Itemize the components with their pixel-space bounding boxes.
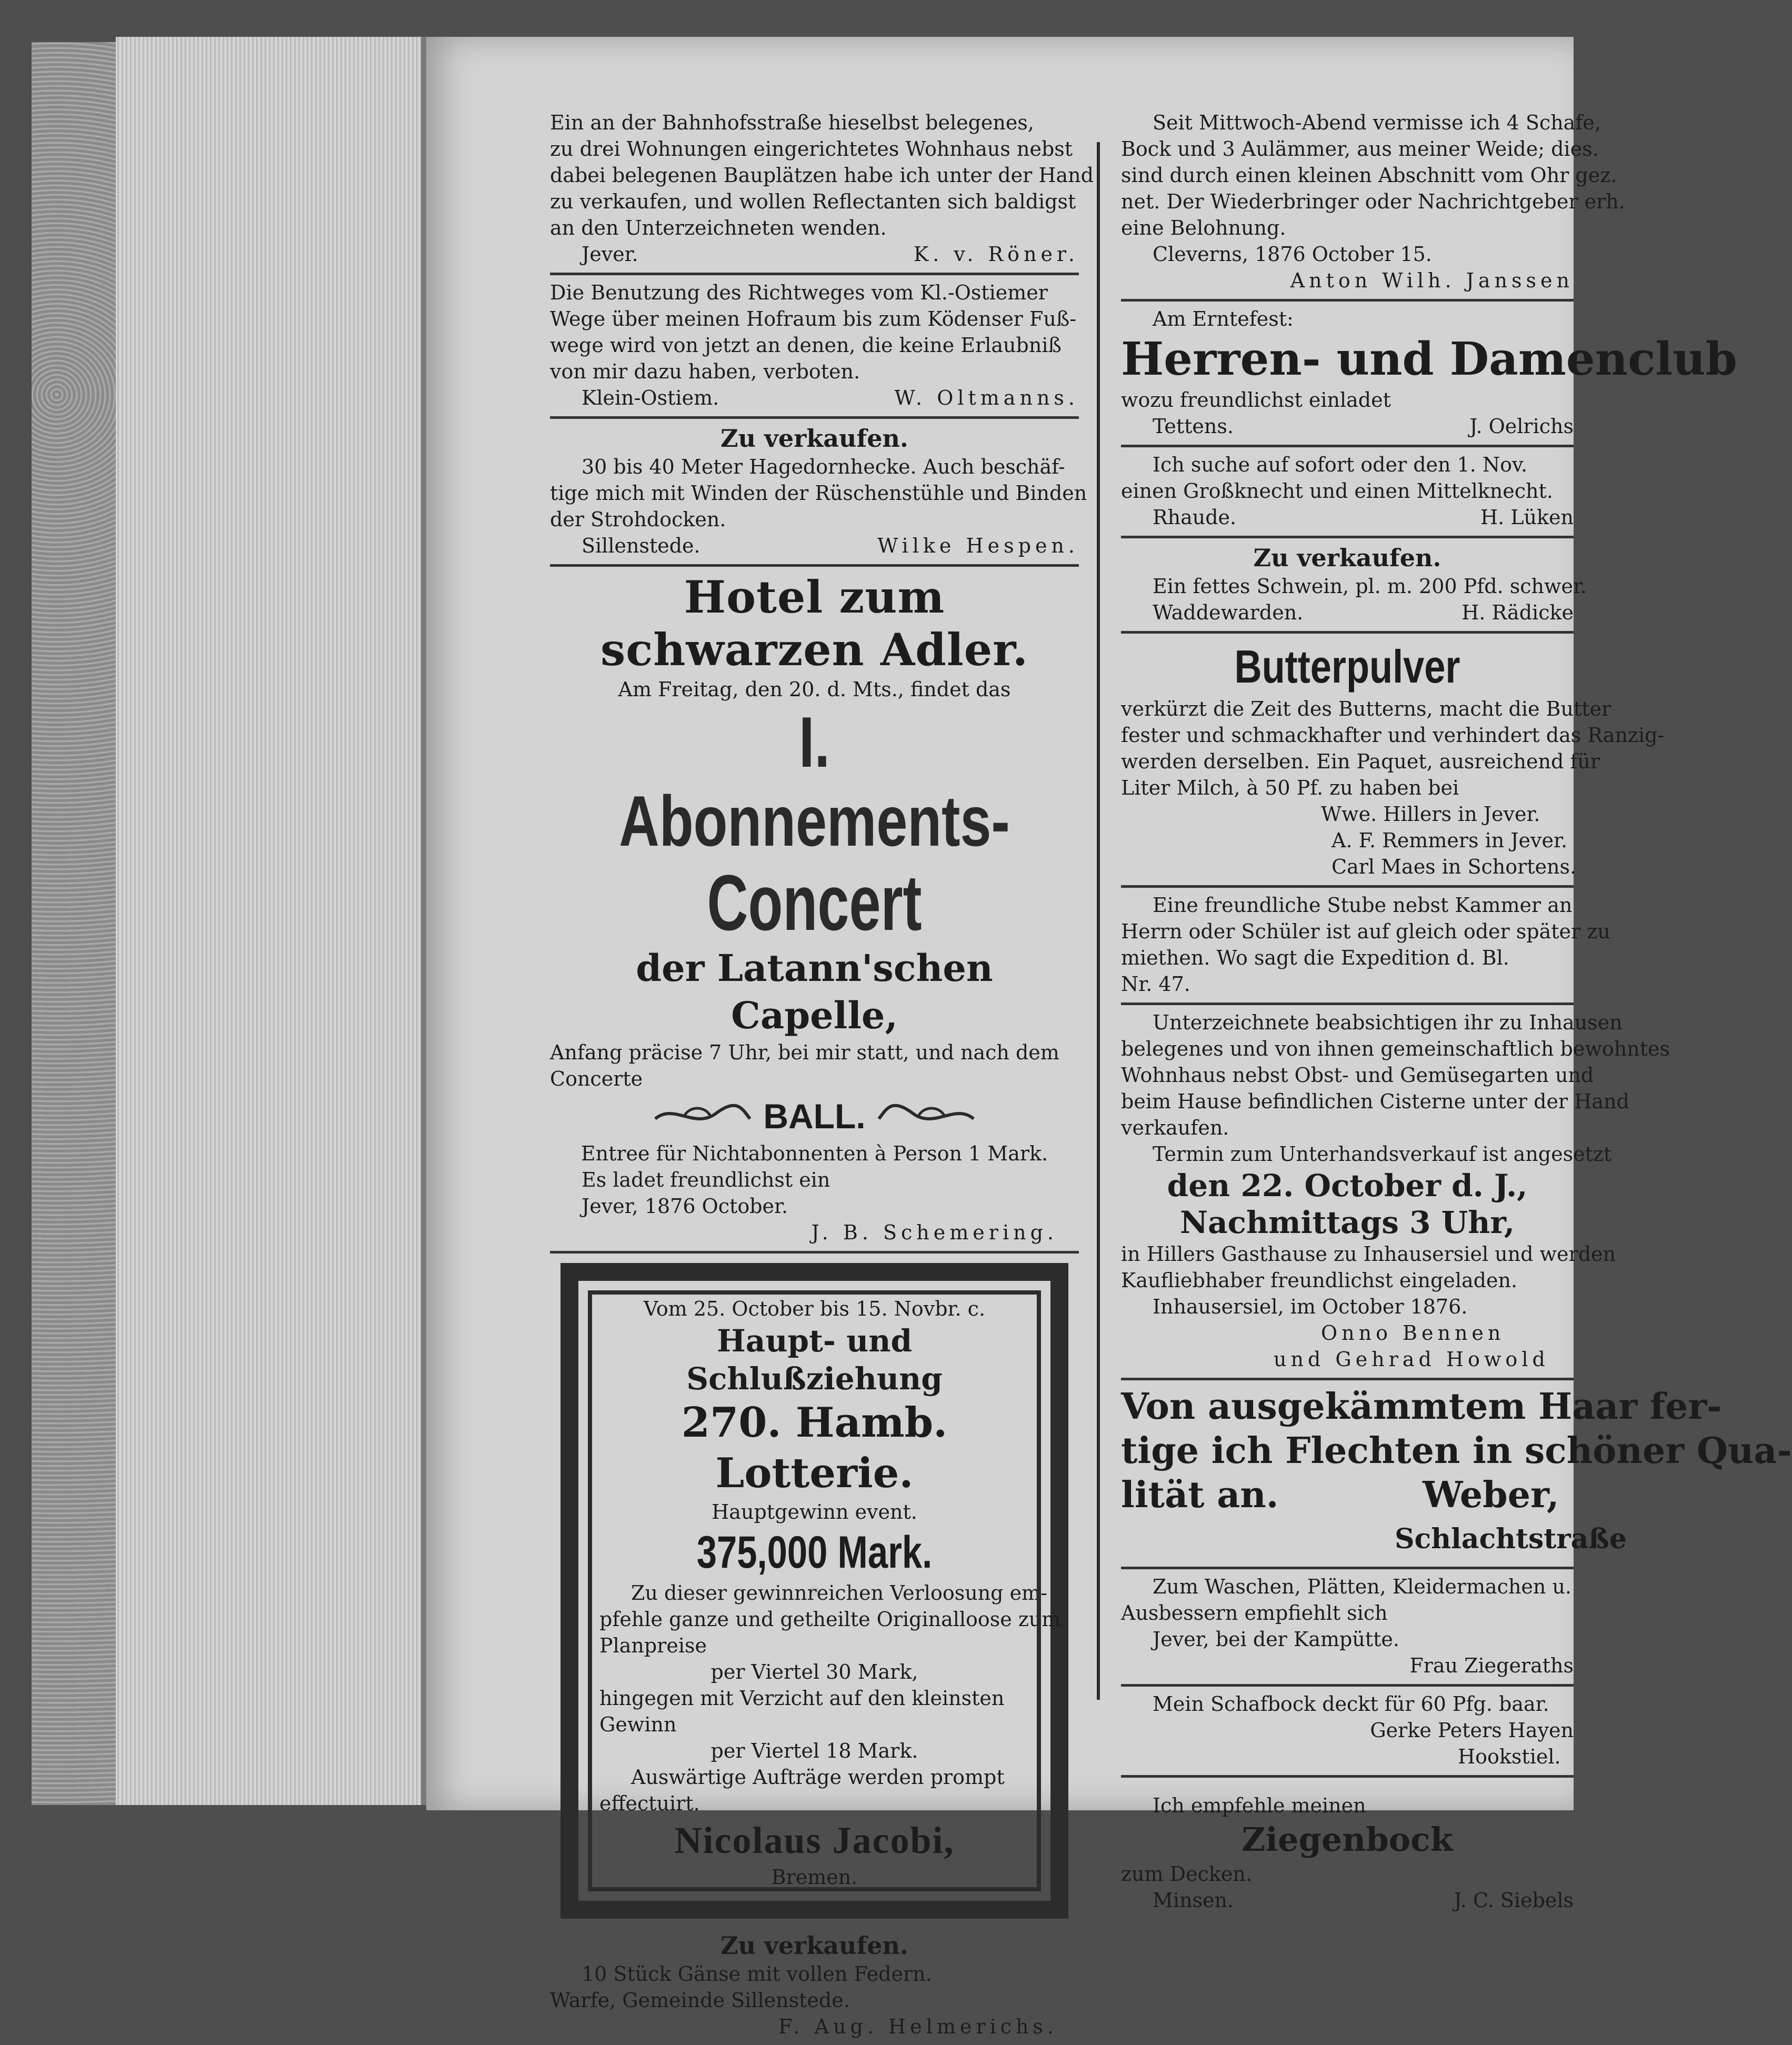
ad-line: fester und schmackhafter und verhindert das Ranzig- (1121, 724, 1665, 747)
ad-heading: Zu verkaufen. (1253, 544, 1441, 572)
ad-line: beim Hause befindlichen Cisterne unter der Hand (1121, 1090, 1629, 1113)
ad-place: Waddewarden. (1153, 601, 1304, 624)
ad-headline: tige ich Flechten in schöner Qua- (1121, 1430, 1792, 1472)
ad-place: Cleverns, 1876 October 15. (1153, 243, 1432, 266)
ad-signature (1121, 1887, 1574, 1913)
ad-line: net. Der Wiederbringer oder Nachrichtgeber erh. (1121, 190, 1625, 213)
ad-path-prohibition (550, 275, 1079, 419)
ad-name: H. Lüken (1480, 506, 1574, 529)
lottery-subtitle: Hauptgewinn event. (712, 1500, 917, 1523)
ornament-right-icon (876, 1098, 976, 1135)
left-column (550, 105, 1094, 2045)
ad-line: der Strohdocken. (550, 508, 726, 531)
ad-place: Klein-Ostiem. (582, 386, 719, 409)
ad-place: Inhausersiel, im October 1876. (1153, 1295, 1468, 1318)
ad-line: Es ladet freundlichst ein (582, 1168, 830, 1191)
ad-house-sale (550, 105, 1094, 275)
ad-name: Onno Bennen (1321, 1321, 1505, 1345)
ad-line: Wege über meinen Hofraum bis zum Ködenser Fuß- (550, 307, 1077, 330)
ad-name: und Gehrad Howold (1274, 1348, 1549, 1371)
lottery-dates: Vom 25. October bis 15. Novbr. c. (643, 1297, 986, 1320)
ad-name: J. B. Schemering. (811, 1221, 1058, 1244)
ad-headline-part: lität an. (1121, 1474, 1279, 1516)
ad-line: Herrn oder Schüler ist auf gleich oder später zu (1121, 920, 1610, 943)
ad-line: Concerte (550, 1067, 643, 1090)
ad-hair-braids (1121, 1380, 1792, 1569)
ad-room-rent (1121, 888, 1610, 1005)
ad-harvest-club (1121, 302, 1737, 447)
ad-signature (550, 241, 1079, 267)
ad-line: Ein an der Bahnhofsstraße hieselbst belegenes, (550, 111, 1034, 134)
ad-geese-sale (550, 1926, 1079, 2045)
ad-line: Gewinn (599, 1713, 677, 1736)
ad-line: Die Benutzung des Richtweges vom Kl.-Ostiemer (550, 281, 1048, 304)
ad-place: Rhaude. (1153, 506, 1237, 529)
auction-time: Nachmittags 3 Uhr, (1180, 1205, 1515, 1240)
column-divider (1097, 142, 1100, 1700)
right-column (1121, 105, 1792, 1919)
ad-line: eine Belohnung. (1121, 216, 1286, 239)
lottery-price: per Viertel 18 Mark. (710, 1739, 918, 1762)
ad-name: Anton Wilh. Janssen (1290, 269, 1574, 292)
ad-hedge-sale (550, 419, 1087, 567)
ad-line: Am Erntefest: (1153, 307, 1294, 330)
ad-name: H. Rädicke (1461, 601, 1574, 624)
ad-line: verkürzt die Zeit des Butterns, macht die Butter (1121, 697, 1611, 720)
ad-heading: Zu verkaufen. (720, 424, 908, 453)
hotel-title: Hotel zum schwarzen Adler. (600, 571, 1028, 676)
ad-line: Termin zum Unterhandsverkauf ist angesetzt (1153, 1142, 1612, 1166)
ad-place: Hookstiel. (1458, 1745, 1561, 1768)
club-title: Herren- und Damenclub (1121, 333, 1737, 386)
ad-line: einen Großknecht und einen Mittelknecht. (1121, 479, 1553, 503)
ad-line: Nr. 47. (1121, 973, 1190, 996)
ad-place: Sillenstede. (582, 534, 700, 557)
seller: A. F. Remmers in Jever. (1332, 829, 1568, 852)
merchant-name: Weber, (1423, 1474, 1559, 1516)
ad-name: W. Oltmanns. (894, 386, 1079, 409)
ad-house-auction (1121, 1005, 1670, 1380)
ball-row (550, 1096, 1079, 1136)
ad-lost-sheep (1121, 105, 1625, 302)
ad-name: J. C. Siebels (1454, 1889, 1574, 1912)
ad-line: tige mich mit Winden der Rüschenstühle und Binden (550, 482, 1087, 505)
ad-line: zu drei Wohnungen eingerichtetes Wohnhaus nebst (550, 137, 1073, 161)
ad-place: Tettens. (1153, 415, 1234, 438)
ad-line: effectuirt. (599, 1792, 700, 1815)
butterpulver-title: Butterpulver (1234, 640, 1460, 693)
ad-line: zu verkaufen, und wollen Reflectanten sich baldigst (550, 190, 1076, 213)
ad-name: F. Aug. Helmerichs. (778, 2015, 1058, 2038)
ad-line: Wohnhaus nebst Obst- und Gemüsegarten und (1121, 1064, 1594, 1087)
ad-line: Anfang präcise 7 Uhr, bei mir statt, und nach dem (550, 1041, 1059, 1064)
ad-line: Jever, bei der Kampütte. (1153, 1628, 1399, 1651)
ad-line: verkaufen. (1121, 1116, 1229, 1139)
ad-farmhand (1121, 447, 1574, 538)
ad-line: Warfe, Gemeinde Sillenstede. (550, 1989, 850, 2012)
ad-name: J. Oelrichs (1469, 415, 1574, 438)
ad-line: wozu freundlichst einladet (1121, 388, 1391, 412)
ad-laundry (1121, 1569, 1574, 1687)
lottery-price: per Viertel 30 Mark, (710, 1660, 918, 1683)
page-edges (116, 37, 426, 1805)
ad-signature (550, 533, 1079, 559)
lottery-merchant: Nicolaus Jacobi, (674, 1819, 955, 1861)
ad-line: Kaufliebhaber freundlichst eingeladen. (1121, 1269, 1518, 1292)
ad-signature (550, 385, 1079, 411)
lottery-city: Bremen. (771, 1866, 858, 1889)
ad-place: Minsen. (1153, 1889, 1234, 1912)
ad-billy-goat (1121, 1778, 1574, 1919)
ad-line: Unterzeichnete beabsichtigen ihr zu Inhausen (1153, 1011, 1623, 1034)
merchant-street: Schlachtstraße (1395, 1523, 1627, 1555)
ad-line: Ausbessern empfiehlt sich (1121, 1601, 1388, 1625)
seller: Carl Maes in Schortens. (1332, 855, 1577, 878)
ad-line: belegenes und von ihnen gemeinschaftlich bewohntes (1121, 1037, 1670, 1060)
lottery-title: 270. Hamb. Lotterie. (681, 1399, 948, 1497)
goat-title: Ziegenbock (1242, 1820, 1453, 1859)
ad-headline: Von ausgekämmtem Haar fer- (1121, 1386, 1722, 1428)
ad-line: Am Freitag, den 20. d. Mts., findet das (618, 678, 1011, 701)
ad-line: Planpreise (599, 1634, 707, 1657)
ad-line: Mein Schafbock deckt für 60 Pfg. baar. (1153, 1692, 1549, 1716)
ad-line: Ein fettes Schwein, pl. m. 200 Pfd. schwer. (1153, 575, 1587, 598)
ad-pig-sale (1121, 538, 1587, 634)
ad-name: K. v. Röner. (913, 243, 1079, 266)
ad-line: Seit Mittwoch-Abend vermisse ich 4 Schafe, (1153, 111, 1601, 134)
ball-label: BALL. (763, 1097, 866, 1136)
ad-line: Eine freundliche Stube nebst Kammer an (1153, 894, 1573, 917)
ad-place: Jever. (582, 243, 638, 266)
concert-title-2: Concert (707, 858, 922, 947)
ad-line: zum Decken. (1121, 1862, 1252, 1886)
ad-line: Liter Milch, à 50 Pf. zu haben bei (1121, 776, 1459, 799)
ad-line: Entree für Nichtabonnenten à Person 1 Mark. (580, 1142, 1048, 1165)
ad-line: Zu dieser gewinnreichen Verloosung em- (631, 1581, 1047, 1605)
ad-name: Frau Ziegeraths (1409, 1654, 1574, 1677)
capelle-title: der Latann'schen Capelle, (636, 946, 993, 1037)
ad-line: Ich empfehle meinen (1153, 1794, 1366, 1817)
ad-line: an den Unterzeichneten wenden. (550, 216, 887, 239)
ad-line: hingegen mit Verzicht auf den kleinsten (599, 1687, 1005, 1710)
auction-date: den 22. October d. J., (1167, 1168, 1528, 1204)
ad-line: in Hillers Gasthause zu Inhausersiel und werden (1121, 1242, 1616, 1266)
lottery-ad-box (560, 1263, 1068, 1919)
ad-signature (1121, 504, 1574, 530)
ad-line: von mir dazu haben, verboten. (550, 360, 860, 383)
ad-concert (550, 567, 1079, 1254)
ad-line: pfehle ganze und getheilte Originalloose zum (599, 1608, 1061, 1631)
lottery-amount: 375,000 Mark. (696, 1527, 933, 1578)
ad-line: Zum Waschen, Plätten, Kleidermachen u. (1153, 1575, 1572, 1598)
ad-signature (1121, 599, 1574, 626)
ad-ram (1121, 1687, 1574, 1778)
ad-line: wege wird von jetzt an denen, die keine Erlaubniß (550, 334, 1062, 357)
ad-line: 30 bis 40 Meter Hagedornhecke. Auch beschäf- (582, 455, 1065, 478)
book-cover-edge (32, 42, 119, 1805)
ad-line: Ich suche auf sofort oder den 1. Nov. (1153, 453, 1528, 476)
ad-line: 10 Stück Gänse mit vollen Federn. (582, 1962, 932, 1986)
ad-name: Gerke Peters Hayen (1370, 1719, 1574, 1742)
lottery-heading: Haupt- und Schlußziehung (686, 1323, 943, 1397)
ad-line: Jever, 1876 October. (582, 1195, 788, 1218)
concert-title: I. Abonnements- (619, 702, 1010, 861)
ad-headline (1121, 1473, 1574, 1517)
seller: Wwe. Hillers in Jever. (1321, 803, 1540, 826)
ad-line: werden derselben. Ein Paquet, ausreichend für (1121, 750, 1600, 773)
ad-line: dabei belegenen Bauplätzen habe ich unter der Hand (550, 164, 1094, 187)
ad-butterpulver (1121, 634, 1665, 888)
ad-line: sind durch einen kleinen Abschnitt vom Ohr gez. (1121, 164, 1617, 187)
ad-heading: Zu verkaufen. (720, 1931, 908, 1960)
ad-name: Wilke Hespen. (877, 534, 1079, 557)
ornament-left-icon (653, 1098, 753, 1135)
ad-signature (1121, 413, 1574, 439)
ad-line: Auswärtige Aufträge werden prompt (631, 1766, 1005, 1789)
ad-line: miethen. Wo sagt die Expedition d. Bl. (1121, 946, 1509, 969)
ad-line: Bock und 3 Aulämmer, aus meiner Weide; dies. (1121, 137, 1599, 161)
